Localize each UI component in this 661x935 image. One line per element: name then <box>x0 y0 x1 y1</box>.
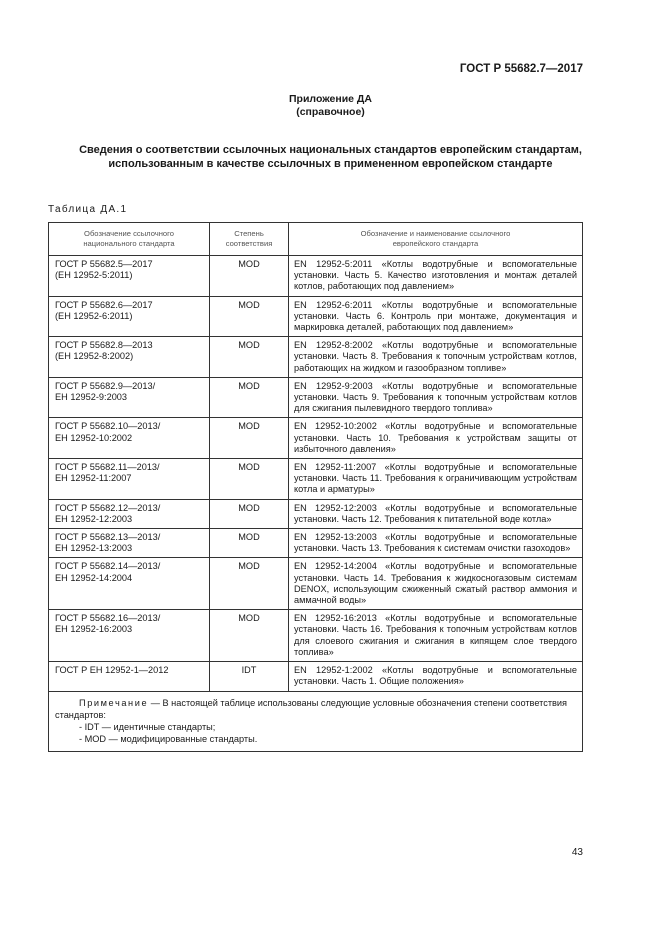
degree-cell: MOD <box>210 558 289 610</box>
national-code: ГОСТ Р 55682.13—2013/ <box>55 532 161 543</box>
header-european-line-2: европейского стандарта <box>392 239 479 248</box>
national-standard-cell <box>49 418 210 459</box>
european-standard-cell: EN 12952-12:2003 «Котлы водотрубные и вспомогательные установки. Часть 12. Требования к питательной воде котла» <box>289 499 583 528</box>
correspondence-table <box>48 222 583 752</box>
national-equivalent: ЕН 12952-11:2007 <box>55 473 132 484</box>
table-row <box>49 296 583 337</box>
national-equivalent: (ЕН 12952-8:2002) <box>55 351 134 362</box>
european-standard-cell: EN 12952-8:2002 «Котлы водотрубные и вспомогательные установки. Часть 8. Требования к топочным устройствам котлов, работающих на жидком и газообразном топливе» <box>289 337 583 378</box>
european-standard-cell: EN 12952-5:2011 «Котлы водотрубные и вспомогательные установки. Часть 5. Качество изготовления и монтаж деталей котлов, работающих под давлением» <box>289 256 583 297</box>
national-equivalent: (ЕН 12952-5:2011) <box>55 270 133 281</box>
national-standard-cell <box>49 529 210 558</box>
national-equivalent: (ЕН 12952-6:2011) <box>55 310 133 321</box>
header-national-standard <box>49 223 210 256</box>
header-european-standard <box>289 223 583 256</box>
header-national-line-2: национального стандарта <box>83 239 175 248</box>
national-equivalent: ЕН 12952-12:2003 <box>55 513 133 524</box>
european-standard-cell: EN 12952-14:2004 «Котлы водотрубные и вспомогательные установки. Часть 14. Требования к жидкосногазовым системам DENOX, использующим сжиженный сжатый раствор аммония и аммачной воды» <box>289 558 583 610</box>
national-code: ГОСТ Р 55682.9—2013/ <box>55 380 156 391</box>
table-row <box>49 529 583 558</box>
national-standard-cell <box>49 337 210 378</box>
national-code: ГОСТ Р 55682.10—2013/ <box>55 421 161 432</box>
national-code: ГОСТ Р 55682.6—2017 <box>55 299 153 310</box>
note-item-idt: - IDT — идентичные стандарты; <box>79 721 216 732</box>
degree-cell: MOD <box>210 459 289 500</box>
degree-cell: MOD <box>210 529 289 558</box>
national-standard-cell <box>49 662 210 691</box>
table-row <box>49 499 583 528</box>
degree-cell: MOD <box>210 256 289 297</box>
table-row <box>49 610 583 662</box>
header-national-line-1: Обозначение ссылочного <box>84 229 174 238</box>
national-standard-cell <box>49 499 210 528</box>
table-header-row <box>49 223 583 256</box>
national-standard-cell <box>49 459 210 500</box>
header-european-line-1: Обозначение и наименование ссылочного <box>360 229 511 238</box>
section-title-line-2: использованным в качестве ссылочных в примененном европейском стандарте <box>108 158 553 170</box>
table-row <box>49 377 583 418</box>
degree-cell: MOD <box>210 377 289 418</box>
header-degree-line-1: Степень <box>234 229 264 238</box>
national-code: ГОСТ Р 55682.12—2013/ <box>55 502 161 513</box>
european-standard-cell: EN 12952-9:2003 «Котлы водотрубные и вспомогательные установки. Часть 9. Требования к топочным устройствам котлов для сжигания пылевидного твердого топлива» <box>289 377 583 418</box>
national-standard-cell <box>49 377 210 418</box>
table-label: Таблица ДА.1 <box>48 204 128 215</box>
national-code: ГОСТ Р ЕН 12952-1—2012 <box>55 665 169 676</box>
degree-cell: IDT <box>210 662 289 691</box>
document-code: ГОСТ Р 55682.7—2017 <box>459 63 583 75</box>
section-title-line-1: Сведения о соответствии ссылочных национальных стандартов европейским стандартам, <box>79 144 582 156</box>
national-equivalent: ЕН 12952-13:2003 <box>55 543 133 554</box>
national-code: ГОСТ Р 55682.14—2013/ <box>55 561 161 572</box>
note-item-mod: - MOD — модифицированные стандарты. <box>79 733 258 744</box>
header-degree-line-2: соответствия <box>225 239 273 248</box>
national-code: ГОСТ Р 55682.11—2013/ <box>55 462 160 473</box>
degree-cell: MOD <box>210 296 289 337</box>
european-standard-cell: EN 12952-11:2007 «Котлы водотрубные и вспомогательные установки. Часть 11. Требования к ограничивающим устройствам котла и арматуры» <box>289 459 583 500</box>
table-row <box>49 418 583 459</box>
annex-title: Приложение ДА <box>289 93 372 105</box>
table-row <box>49 662 583 691</box>
national-equivalent: ЕН 12952-16:2003 <box>55 624 133 635</box>
european-standard-cell: EN 12952-6:2011 «Котлы водотрубные и вспомогательные установки. Часть 6. Контроль при монтаже, документация и маркировка деталей, работающих под давлением» <box>289 296 583 337</box>
national-equivalent: ЕН 12952-9:2003 <box>55 392 128 403</box>
section-title <box>60 143 601 171</box>
note-label: Примечание <box>79 697 149 708</box>
table-row <box>49 459 583 500</box>
table-row <box>49 558 583 610</box>
european-standard-cell: EN 12952-13:2003 «Котлы водотрубные и вспомогательные установки. Часть 13. Требования к системам очистки газоходов» <box>289 529 583 558</box>
note-body: — В настоящей таблице использованы следующие условные обозначения степени соответствия стандартов: <box>55 697 568 720</box>
degree-cell: MOD <box>210 418 289 459</box>
page-number: 43 <box>571 847 583 858</box>
national-standard-cell <box>49 296 210 337</box>
note-text <box>55 697 576 721</box>
national-code: ГОСТ Р 55682.16—2013/ <box>55 613 161 624</box>
national-code: ГОСТ Р 55682.5—2017 <box>55 259 153 269</box>
header-degree <box>210 223 289 256</box>
degree-cell: MOD <box>210 610 289 662</box>
european-standard-cell: EN 12952-16:2013 «Котлы водотрубные и вспомогательные установки. Часть 16. Требования к топочным устройствам котлов для слоевого сжигания и сжигания в кипящем слое твердого топлива» <box>289 610 583 662</box>
national-code: ГОСТ Р 55682.8—2013 <box>55 340 153 351</box>
table-row <box>49 337 583 378</box>
table-note-row <box>49 691 583 751</box>
table-note <box>49 691 583 751</box>
national-standard-cell <box>49 558 210 610</box>
european-standard-cell: EN 12952-1:2002 «Котлы водотрубные и вспомогательные установки. Часть 1. Общие положения» <box>289 662 583 691</box>
annex-subtitle: (справочное) <box>296 106 365 118</box>
national-equivalent: ЕН 12952-10:2002 <box>55 432 133 443</box>
degree-cell: MOD <box>210 337 289 378</box>
national-equivalent: ЕН 12952-14:2004 <box>55 572 133 583</box>
table-row <box>49 256 583 297</box>
national-standard-cell <box>49 256 210 297</box>
annex-heading <box>0 93 661 119</box>
european-standard-cell: EN 12952-10:2002 «Котлы водотрубные и вспомогательные установки. Часть 10. Требования к устройствам защиты от избыточного давления» <box>289 418 583 459</box>
national-standard-cell <box>49 610 210 662</box>
degree-cell: MOD <box>210 499 289 528</box>
